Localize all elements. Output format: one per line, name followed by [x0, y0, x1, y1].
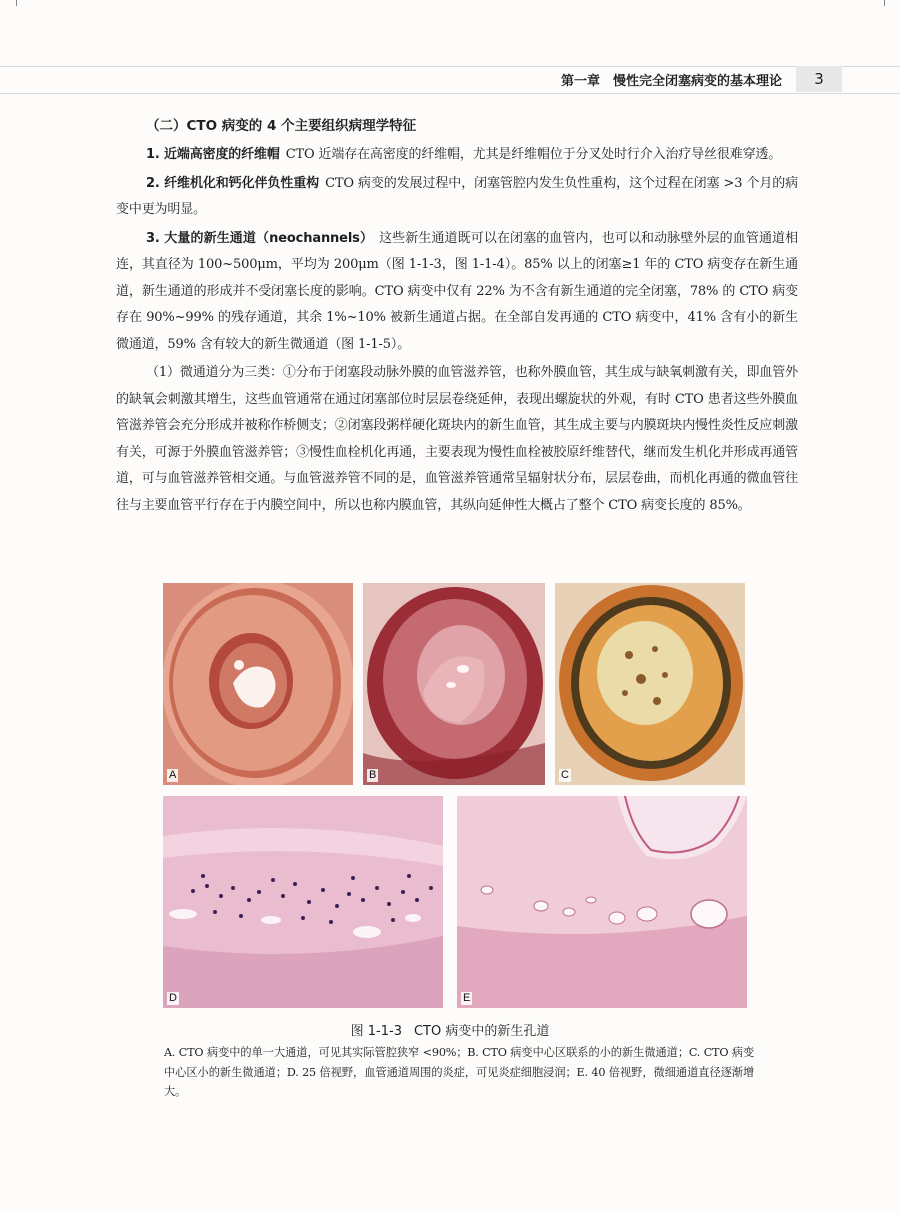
feature-item-2-text: CTO 病变的发展过程中，闭塞管腔内发生负性重构，这个过程在闭塞 >3 个月的病变中更为明显。 — [116, 175, 798, 217]
feature-item-3-text: 这些新生通道既可以在闭塞的血管内，也可以和动脉壁外层的血管通道相连，其直径为 100~500μm，平均为 200μm（图 1-1-3，图 1-1-4）。85% 以上的闭塞≥1 年的 CTO 病变存在新生通道，新生通道的形成并不受闭塞长度的影响。CTO 病变中仅有 22% 为不含有新生通道的完全闭塞，78% 的 CTO 病变存在 90%~99% 的残存通道，其余 1%~10% 被新生通道占据。在全部自发再通的 CTO 病变中，41% 含有小的新生微通道，59% 含有较大的新生微通道（图 1-1-5）。 — [116, 230, 798, 352]
figure-1-1-3 — [160, 580, 750, 1012]
panel-label-d: D — [169, 992, 177, 1004]
figure-title — [0, 1020, 900, 1039]
section-heading: （二）CTO 病变的 4 个主要组织病理学特征 — [146, 118, 417, 134]
histology-central-microchannels-icon — [555, 583, 745, 785]
body-text — [116, 112, 798, 519]
feature-item-2-title: 2. 纤维机化和钙化伴负性重构 — [146, 175, 320, 191]
histology-small-channels-icon — [363, 583, 545, 785]
running-header-chapter: 第一章 慢性完全闭塞病变的基本理论 — [560, 74, 782, 89]
figure-panel-e — [457, 796, 747, 1008]
panel-label-c: C — [561, 769, 569, 781]
panel-label-a: A — [169, 769, 177, 781]
feature-item-2 — [116, 171, 798, 224]
figure-panel-a — [163, 583, 353, 785]
figure-panel-b — [363, 583, 545, 785]
microchannel-paragraph: （1）微通道分为三类：①分布于闭塞段动脉外膜的血管滋养管，也称外膜血管，其生成与缺氧刺激有关，即血管外的缺氧会刺激其增生，这些血管通常在通过闭塞部位时层层卷绕延伸，表现出螺旋状的外观，有时 CTO 患者这些外膜血管滋养管会充分形成并被称作桥侧支；②闭塞段粥样硬化斑块内的新生血管，其生成主要与内膜斑块内慢性炎性反应刺激有关，可源于外膜血管滋养管；③慢性血栓机化再通，主要表现为慢性血栓被胶原纤维替代，继而发生机化并形成再通管道，可与血管滋养管相交通。与血管滋养管不同的是，血管滋养管通常呈辐射状分布，层层卷曲，而机化再通的微血管往往与主要血管平行存在于内膜空间中，所以也称内膜血管，其纵向延伸性大概占了整个 CTO 病变长度的 85%。 — [116, 365, 798, 513]
figure-caption: A. CTO 病变中的单一大通道，可见其实际管腔狭窄 <90%；B. CTO 病变中心区联系的小的新生微通道；C. CTO 病变中心区小的新生微通道；D. 25 倍视野，血管通道周围的炎症，可见炎症细胞浸润；E. 40 倍视野，微细通道直径逐渐增大。 — [164, 1046, 754, 1098]
figure-panel-c — [555, 583, 745, 785]
panel-label-e: E — [463, 992, 471, 1004]
crop-mark-left — [16, 0, 17, 6]
histology-inflammation-25x-icon — [163, 796, 443, 1008]
feature-item-1-title: 1. 近端高密度的纤维帽 — [146, 147, 280, 162]
feature-item-1-text: CTO 近端存在高密度的纤维帽，尤其是纤维帽位于分叉处时行介入治疗导丝很难穿透。 — [285, 147, 782, 162]
feature-item-3-title: 3. 大量的新生通道（neochannels） — [146, 230, 374, 246]
figure-number: 图 1-1-3 — [350, 1024, 402, 1039]
panel-label-b: B — [369, 769, 377, 781]
feature-item-3 — [116, 226, 798, 359]
figure-panel-d — [163, 796, 443, 1008]
page-number: 3 — [796, 66, 842, 92]
figure-title-text: CTO 病变中的新生孔道 — [413, 1024, 550, 1039]
feature-item-1 — [116, 142, 798, 169]
histology-large-channel-icon — [163, 583, 353, 785]
crop-mark-right — [884, 0, 885, 6]
histology-microchannels-40x-icon — [457, 796, 747, 1008]
